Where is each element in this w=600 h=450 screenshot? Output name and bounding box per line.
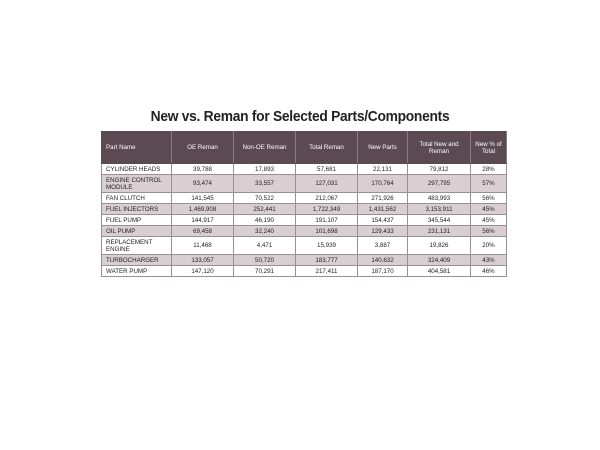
- non-oe-reman-cell: 70,291: [234, 266, 296, 277]
- total-new-and-reman-cell: 3,153,911: [408, 204, 471, 215]
- new-pct-cell: 56%: [471, 226, 507, 237]
- new-parts-cell: 170,764: [358, 175, 408, 193]
- table-row: [102, 193, 507, 204]
- total-reman-cell: 57,681: [296, 164, 358, 175]
- new-parts-cell: 129,433: [358, 226, 408, 237]
- total-reman-cell: 1,722,349: [296, 204, 358, 215]
- total-reman-cell: 212,067: [296, 193, 358, 204]
- header-part-name: Part Name: [102, 132, 172, 164]
- total-reman-cell: 101,698: [296, 226, 358, 237]
- table-row: [102, 255, 507, 266]
- new-parts-cell: 154,437: [358, 215, 408, 226]
- new-parts-cell: 187,170: [358, 266, 408, 277]
- header-new-parts: New Parts: [358, 132, 408, 164]
- part-name-cell: TURBOCHARGER: [102, 255, 172, 266]
- total-new-and-reman-cell: 404,581: [408, 266, 471, 277]
- header-non-oe-reman: Non-OE Reman: [234, 132, 296, 164]
- non-oe-reman-cell: 4,471: [234, 237, 296, 255]
- header-total-new-and-reman: Total New and Reman: [408, 132, 471, 164]
- header-row: [102, 132, 507, 164]
- total-reman-cell: 183,777: [296, 255, 358, 266]
- total-reman-cell: 15,939: [296, 237, 358, 255]
- new-pct-cell: 20%: [471, 237, 507, 255]
- oe-reman-cell: 144,917: [172, 215, 234, 226]
- new-parts-cell: 22,131: [358, 164, 408, 175]
- total-new-and-reman-cell: 79,812: [408, 164, 471, 175]
- new-parts-cell: 140,632: [358, 255, 408, 266]
- oe-reman-cell: 11,468: [172, 237, 234, 255]
- part-name-cell: FUEL INJECTORS: [102, 204, 172, 215]
- new-parts-cell: 1,431,562: [358, 204, 408, 215]
- total-new-and-reman-cell: 231,131: [408, 226, 471, 237]
- page-title: New vs. Reman for Selected Parts/Components: [150, 108, 450, 125]
- oe-reman-cell: 69,458: [172, 226, 234, 237]
- table-row: [102, 226, 507, 237]
- non-oe-reman-cell: 33,557: [234, 175, 296, 193]
- total-new-and-reman-cell: 19,826: [408, 237, 471, 255]
- non-oe-reman-cell: 46,190: [234, 215, 296, 226]
- total-new-and-reman-cell: 345,544: [408, 215, 471, 226]
- table-row: [102, 164, 507, 175]
- total-reman-cell: 191,107: [296, 215, 358, 226]
- new-pct-cell: 43%: [471, 255, 507, 266]
- new-pct-cell: 45%: [471, 204, 507, 215]
- new-pct-cell: 28%: [471, 164, 507, 175]
- new-parts-cell: 3,887: [358, 237, 408, 255]
- non-oe-reman-cell: 17,893: [234, 164, 296, 175]
- total-new-and-reman-cell: 297,795: [408, 175, 471, 193]
- non-oe-reman-cell: 70,522: [234, 193, 296, 204]
- part-name-cell: FUEL PUMP: [102, 215, 172, 226]
- header-total-reman: Total Reman: [296, 132, 358, 164]
- parts-table: [101, 131, 507, 277]
- table-row: [102, 204, 507, 215]
- part-name-cell: OIL PUMP: [102, 226, 172, 237]
- non-oe-reman-cell: 50,720: [234, 255, 296, 266]
- oe-reman-cell: 133,057: [172, 255, 234, 266]
- header-new-pct: New % of Total: [471, 132, 507, 164]
- total-reman-cell: 217,411: [296, 266, 358, 277]
- non-oe-reman-cell: 32,240: [234, 226, 296, 237]
- part-name-cell: CYLINDER HEADS: [102, 164, 172, 175]
- part-name-cell: REPLACEMENT ENGINE: [102, 237, 172, 255]
- oe-reman-cell: 39,788: [172, 164, 234, 175]
- table-row: [102, 266, 507, 277]
- new-parts-cell: 271,926: [358, 193, 408, 204]
- part-name-cell: WATER PUMP: [102, 266, 172, 277]
- new-pct-cell: 46%: [471, 266, 507, 277]
- new-pct-cell: 57%: [471, 175, 507, 193]
- oe-reman-cell: 93,474: [172, 175, 234, 193]
- oe-reman-cell: 147,120: [172, 266, 234, 277]
- non-oe-reman-cell: 252,441: [234, 204, 296, 215]
- total-reman-cell: 127,031: [296, 175, 358, 193]
- new-pct-cell: 45%: [471, 215, 507, 226]
- header-oe-reman: OE Reman: [172, 132, 234, 164]
- total-new-and-reman-cell: 483,993: [408, 193, 471, 204]
- oe-reman-cell: 141,545: [172, 193, 234, 204]
- table-row: [102, 215, 507, 226]
- table-row: [102, 237, 507, 255]
- total-new-and-reman-cell: 324,409: [408, 255, 471, 266]
- part-name-cell: FAN CLUTCH: [102, 193, 172, 204]
- part-name-cell: ENGINE CONTROL MODULE: [102, 175, 172, 193]
- table-row: [102, 175, 507, 193]
- new-pct-cell: 56%: [471, 193, 507, 204]
- oe-reman-cell: 1,469,908: [172, 204, 234, 215]
